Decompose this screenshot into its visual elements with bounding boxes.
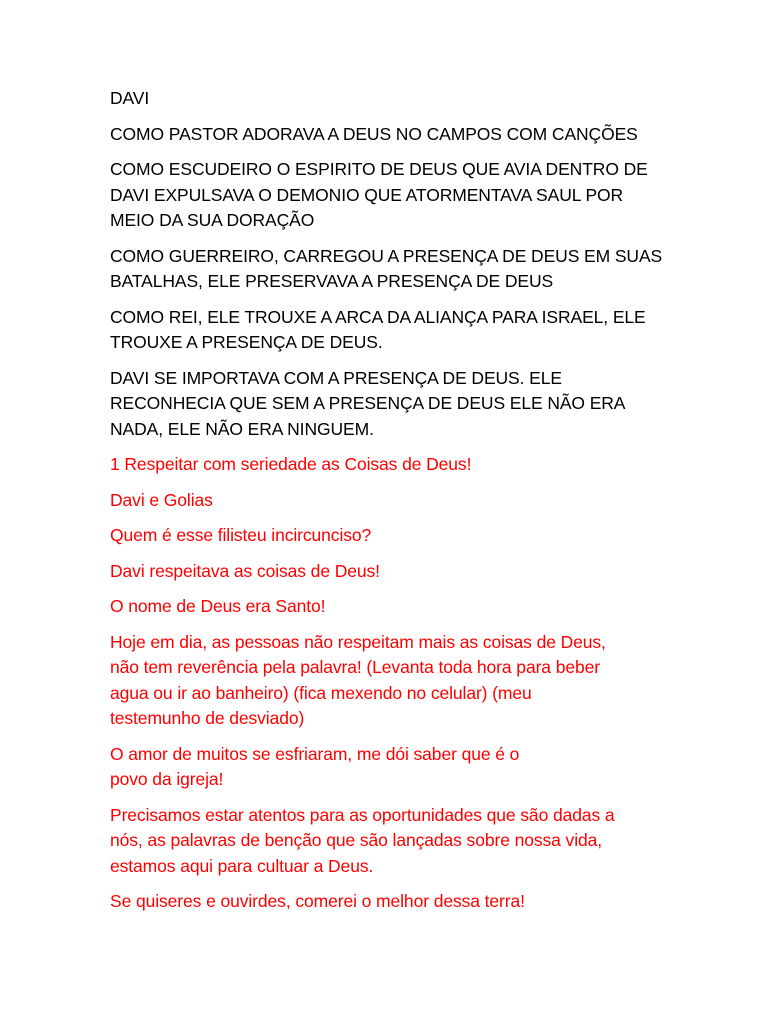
paragraph-davi-golias: Davi e Golias (110, 489, 213, 510)
document-title: DAVI (110, 88, 150, 108)
paragraph-guerreiro: COMO GUERREIRO, CARREGOU A PRESENÇA DE DEUS EM SUAS BATALHAS, ELE PRESERVAVA A PRESENÇA DE DEUS (110, 245, 663, 291)
paragraph-oportunidades: Precisamos estar atentos para as oportunidades que são dadas a nós, as palavras de benção que são lançadas sobre nossa vida, estamos aqui para cultuar a Deus. (110, 804, 615, 876)
paragraph-escudeiro: COMO ESCUDEIRO O ESPIRITO DE DEUS QUE AVIA DENTRO DE DAVI EXPULSAVA O DEMONIO QUE ATORMENTAVA SAUL POR MEIO DA SUA DORAÇÃO (110, 159, 648, 230)
paragraph-melhor-terra: Se quiseres e ouvirdes, comerei o melhor dessa terra! (110, 891, 525, 911)
paragraph-respeitava: Davi respeitava as coisas de Deus! (110, 560, 380, 581)
paragraph-filisteu: Quem é esse filisteu incircunciso? (110, 525, 372, 545)
paragraph-nome-santo: O nome de Deus era Santo! (110, 596, 326, 616)
point-heading: 1 Respeitar com seriedade as Coisas de Deus! (110, 454, 472, 474)
paragraph-amor-esfriaram: O amor de muitos se esfriaram, me dói saber que é o povo da igreja! (110, 743, 520, 789)
paragraph-presenca: DAVI SE IMPORTAVA COM A PRESENÇA DE DEUS. ELE RECONHECIA QUE SEM A PRESENÇA DE DEUS ELE NÃO ERA NADA, ELE NÃO ERA NINGUEM. (110, 367, 626, 439)
paragraph-pastor: COMO PASTOR ADORAVA A DEUS NO CAMPOS COM CANÇÕES (110, 123, 638, 144)
document-page (110, 86, 690, 925)
paragraph-hoje-em-dia: Hoje em dia, as pessoas não respeitam mais as coisas de Deus, não tem reverência pela palavra! (Levanta toda hora para beber agua ou ir ao banheiro) (fica mexendo no celular) (meu testemunho de desviado) (110, 631, 606, 728)
paragraph-rei: COMO REI, ELE TROUXE A ARCA DA ALIANÇA PARA ISRAEL, ELE TROUXE A PRESENÇA DE DEUS. (110, 306, 646, 352)
